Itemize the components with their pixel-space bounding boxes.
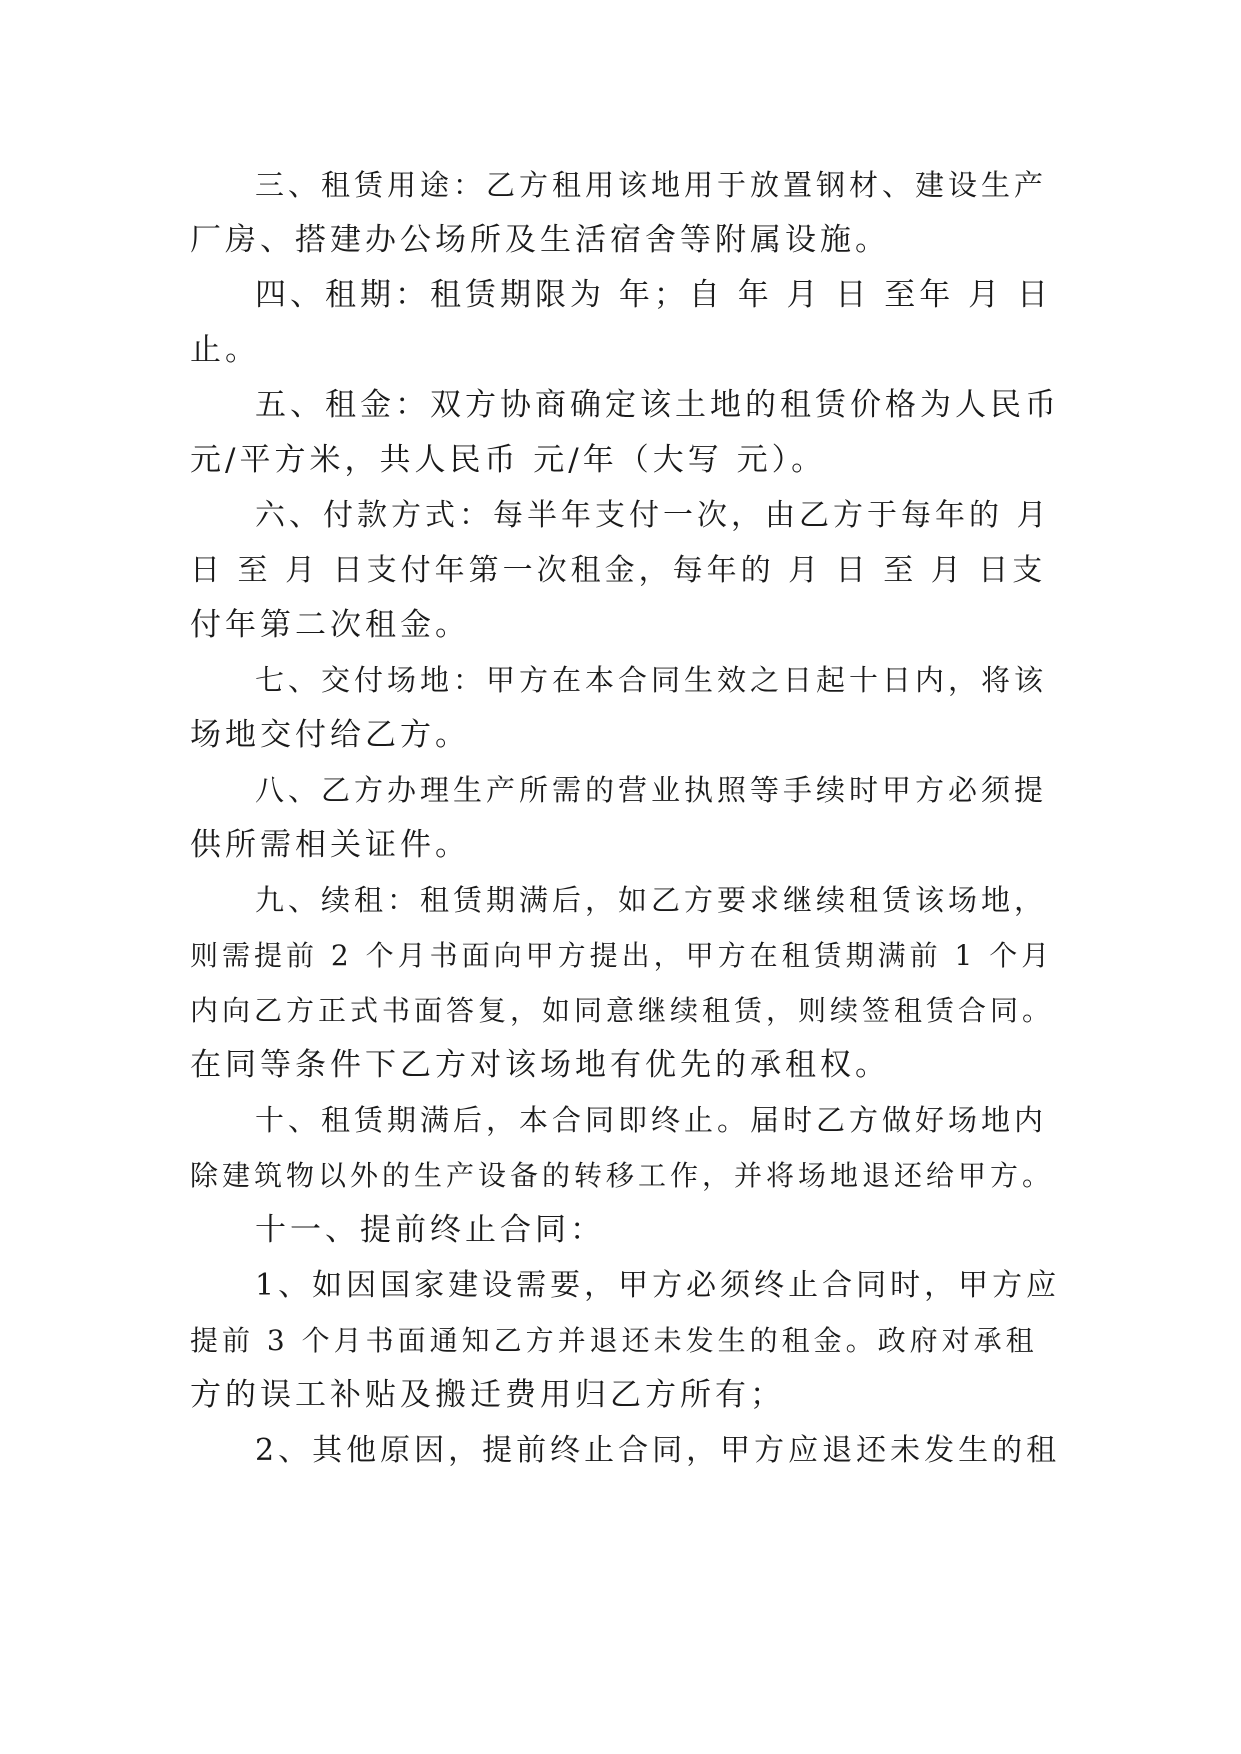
paragraph-line: 十、租赁期满后，本合同即终止。届时乙方做好场地内 <box>255 1103 1048 1137</box>
paragraph-line: 除建筑物以外的生产设备的转移工作，并将场地退还给甲方。 <box>190 1159 1055 1192</box>
paragraph-line: 八、乙方办理生产所需的营业执照等手续时甲方必须提 <box>255 773 1048 807</box>
paragraph-line: 内向乙方正式书面答复，如同意继续租赁，则续签租赁合同。 <box>190 994 1055 1027</box>
paragraph-line: 四、租期：租赁期限为 年；自 年 月 日 至年 月 日 <box>255 277 1052 313</box>
paragraph-line: 供所需相关证件。 <box>190 827 470 863</box>
paragraph-line: 九、续租：租赁期满后，如乙方要求继续租赁该场地， <box>255 883 1048 917</box>
paragraph-line: 十一、提前终止合同： <box>255 1212 605 1248</box>
paragraph-line: 场地交付给乙方。 <box>190 717 470 753</box>
paragraph-line: 止。 <box>190 332 260 368</box>
paragraph-line: 日 至 月 日支付年第一次租金，每年的 月 日 至 月 日支 <box>190 553 1047 588</box>
paragraph-line: 在同等条件下乙方对该场地有优先的承租权。 <box>190 1047 890 1083</box>
paragraph-line: 厂房、搭建办公场所及生活宿舍等附属设施。 <box>190 222 890 258</box>
paragraph-line: 七、交付场地：甲方在本合同生效之日起十日内，将该 <box>255 663 1048 697</box>
paragraph-line: 则需提前 2 个月书面向甲方提出，甲方在租赁期满前 1 个月 <box>190 939 1054 972</box>
document-body <box>190 158 1060 1478</box>
paragraph-line: 三、租赁用途：乙方租用该地用于放置钢材、建设生产 <box>255 168 1048 202</box>
paragraph-line: 付年第二次租金。 <box>190 607 470 643</box>
paragraph-line: 六、付款方式：每半年支付一次，由乙方于每年的 月 <box>255 498 1051 533</box>
paragraph-line: 元/平方米，共人民币 元/年（大写 元）。 <box>190 442 827 478</box>
paragraph-line: 方的误工补贴及搬迁费用归乙方所有； <box>190 1377 785 1413</box>
paragraph-line: 1、如因国家建设需要，甲方必须终止合同时，甲方应 <box>255 1268 1061 1303</box>
paragraph-line: 2、其他原因，提前终止合同，甲方应退还未发生的租 <box>255 1433 1061 1468</box>
paragraph-line: 提前 3 个月书面通知乙方并退还未发生的租金。政府对承租 <box>190 1324 1038 1357</box>
paragraph-line: 五、租金：双方协商确定该土地的租赁价格为人民币 <box>255 387 1060 423</box>
